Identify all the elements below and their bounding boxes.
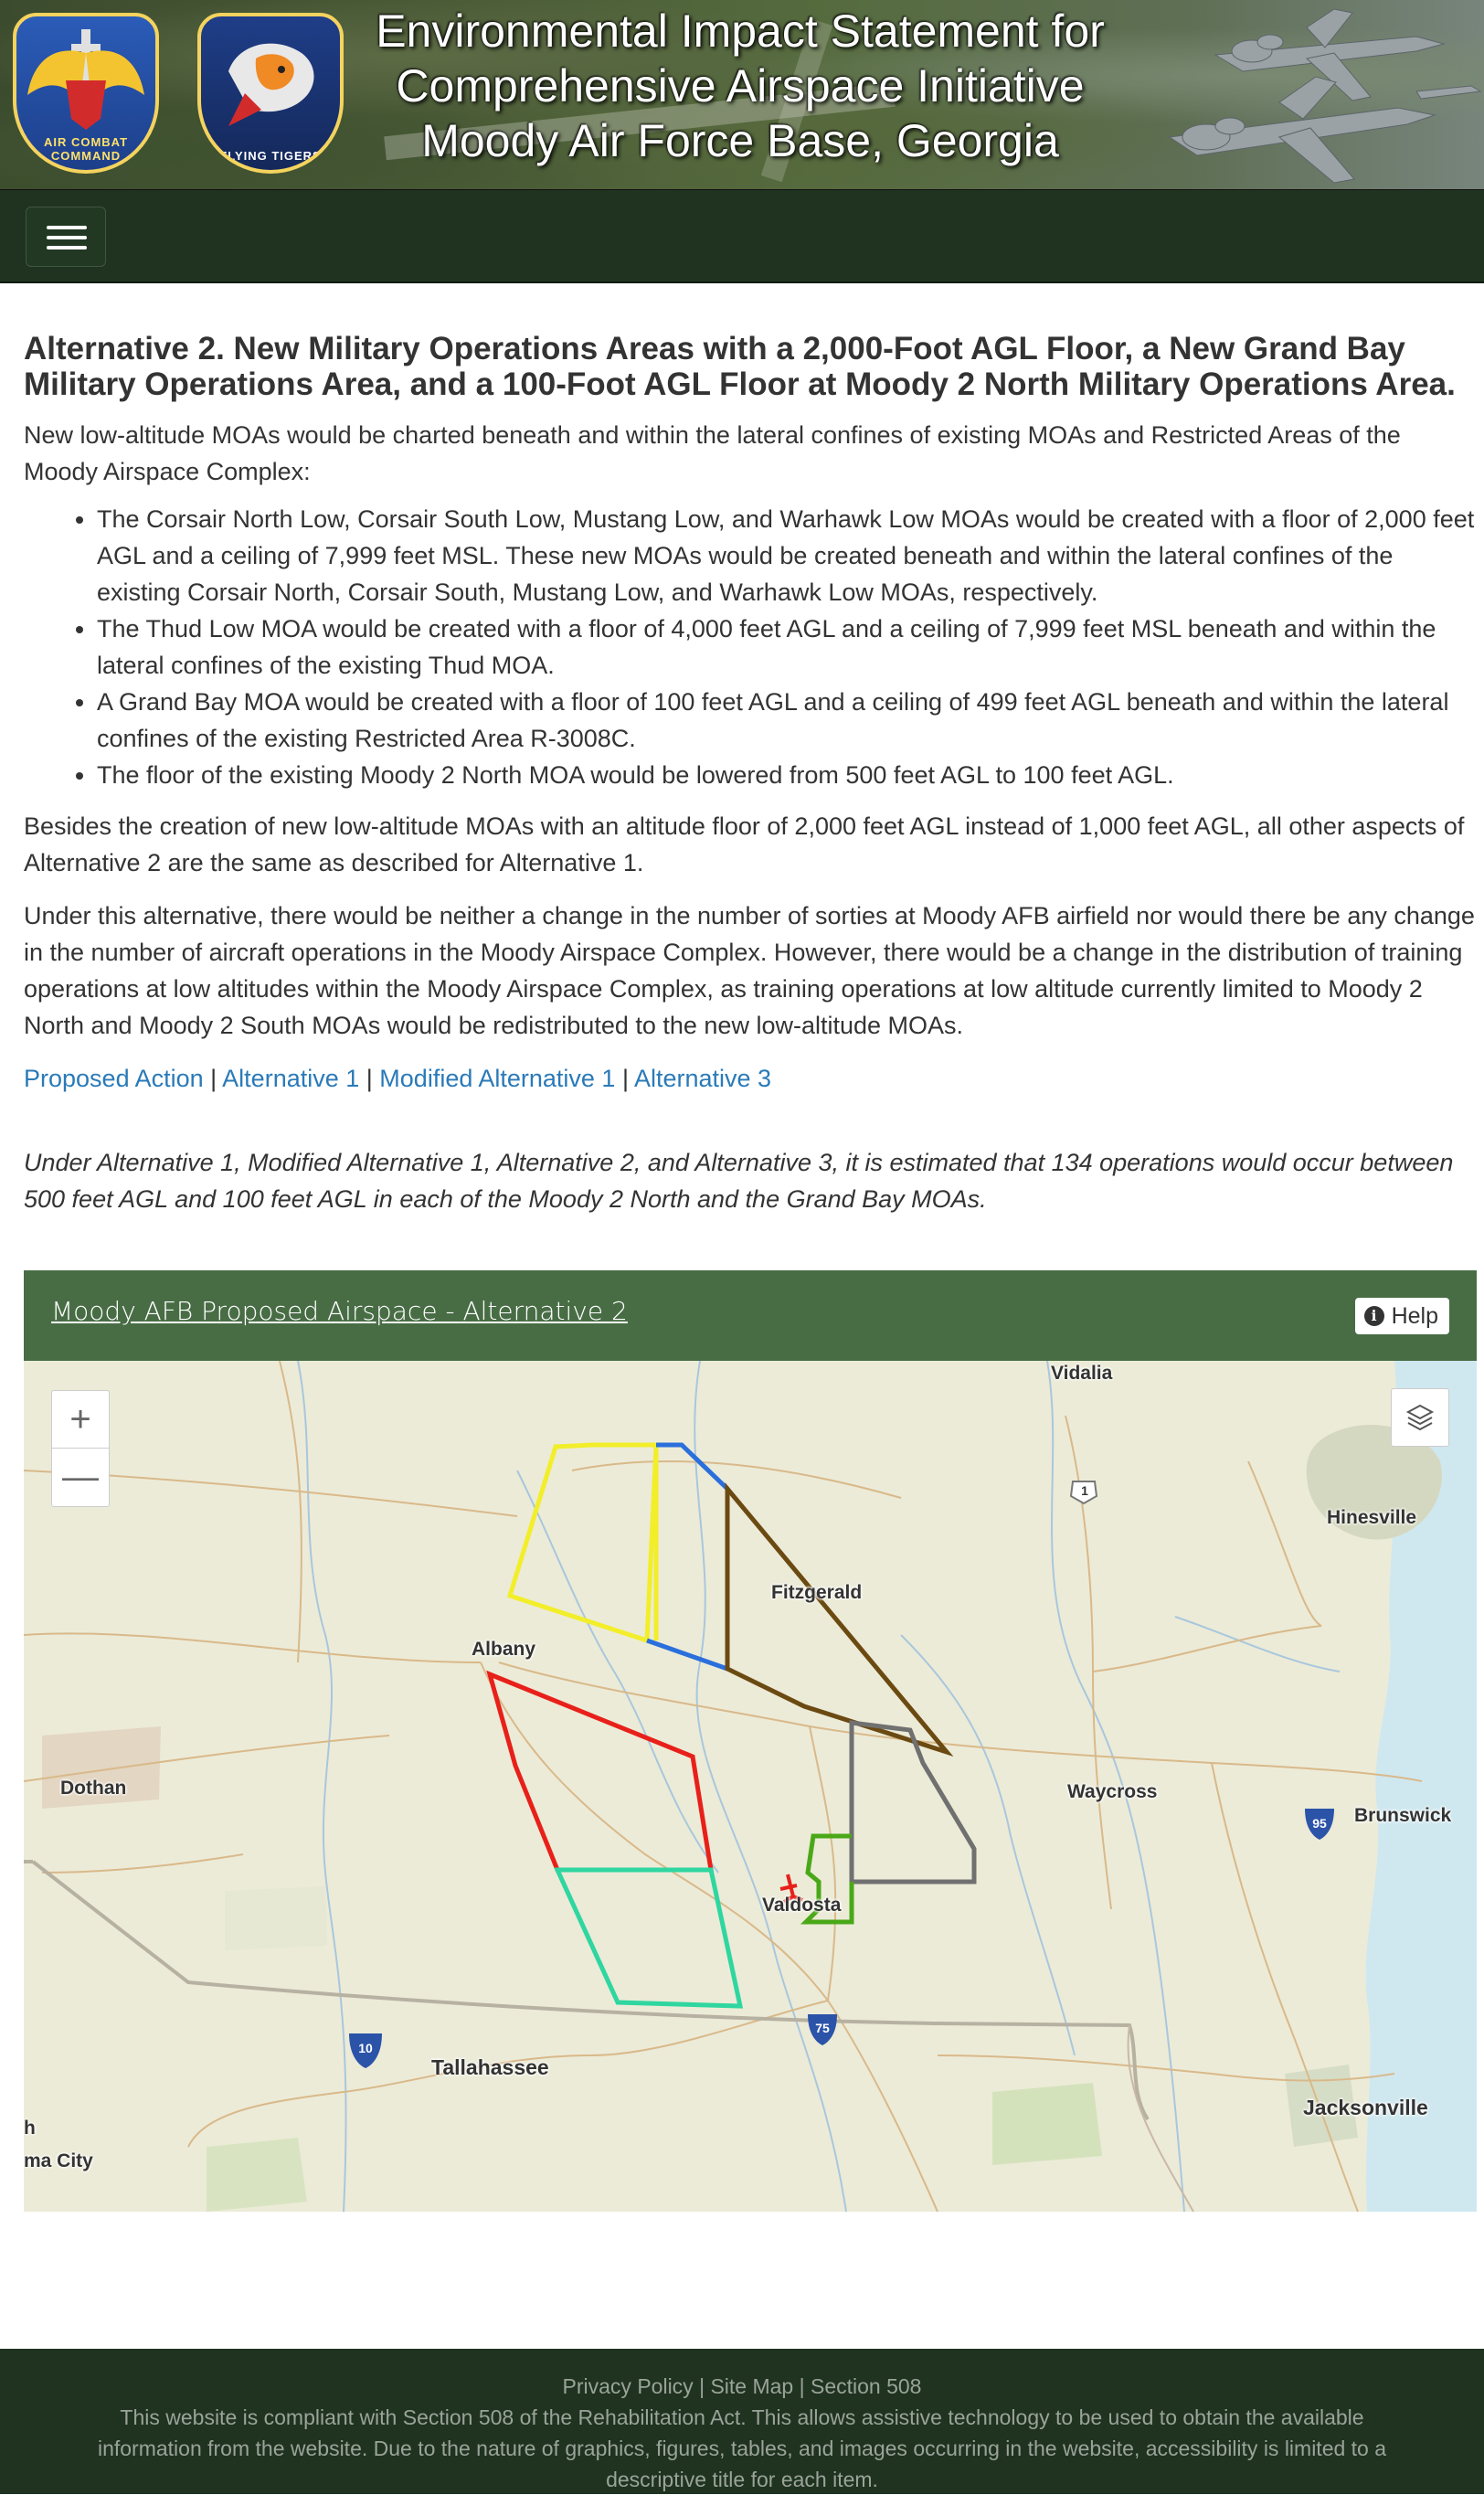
alternatives-links: [24, 1060, 1477, 1097]
map-header: [24, 1270, 1477, 1361]
zoom-control: [51, 1390, 110, 1507]
hamburger-icon-bar: [47, 226, 87, 229]
link-separator: |: [203, 1065, 223, 1092]
link-modified-alternative-1[interactable]: Modified Alternative 1: [379, 1065, 616, 1092]
footer: [0, 2349, 1484, 2494]
navbar: [0, 189, 1484, 283]
info-icon: i: [1364, 1306, 1384, 1326]
a10-aircraft-image: [1142, 0, 1484, 189]
paragraph: Under this alternative, there would be neither a change in the number of sorties at Moody AFB airfield nor would there be any change in the number of aircraft operations in the Moody Airspace Complex. However, there would be a change in the distribution of training operations at low altitudes within the Moody Airspace Complex, as training operations at low altitude currently limited to Moody 2 North and Moody 2 South MOAs would be redistributed to the new low-altitude MOAs.: [24, 902, 1475, 1039]
site-title-line: Comprehensive Airspace Initiative: [396, 60, 1085, 111]
emblem-label: AIR COMBAT COMMAND: [43, 135, 129, 163]
airspace-yellow[interactable]: [510, 1445, 656, 1640]
footer-links: [0, 2371, 1484, 2402]
basemap: [24, 1361, 1477, 2212]
emblem-label: FLYING TIGERS: [219, 149, 322, 163]
hamburger-icon-bar: [47, 236, 87, 239]
city-label-jacksonville: Jacksonville: [1303, 2096, 1428, 2119]
city-label-vidalia: Vidalia: [1051, 1363, 1113, 1384]
airspace-blue-top[interactable]: [656, 1445, 727, 1489]
map-title-link[interactable]: Moody AFB Proposed Airspace - Alternative 2: [51, 1296, 628, 1326]
flying-tigers-emblem: [197, 13, 344, 174]
city-label-tallahassee: Tallahassee: [431, 2055, 549, 2079]
route-label: 1: [1081, 1483, 1088, 1498]
map-panel: [24, 1270, 1477, 2212]
link-alternative-1[interactable]: Alternative 1: [222, 1065, 360, 1092]
link-proposed-action[interactable]: Proposed Action: [24, 1065, 204, 1092]
city-label-fitzgerald: Fitzgerald: [771, 1582, 863, 1603]
section-508-link[interactable]: Section 508: [810, 2374, 922, 2398]
zoom-out-button[interactable]: —: [62, 1457, 99, 1497]
city-label-waycross: Waycross: [1067, 1781, 1158, 1802]
link-separator: |: [359, 1065, 380, 1092]
airspace-gray[interactable]: [852, 1723, 974, 1882]
site-banner: [0, 0, 1484, 189]
route-label: 95: [1312, 1816, 1327, 1831]
route-label: 10: [358, 2041, 373, 2055]
city-label-albany: Albany: [472, 1639, 536, 1660]
city-label-valdosta: Valdosta: [762, 1895, 842, 1916]
page-title: Alternative 2. New Military Operations Areas with a 2,000-Foot AGL Floor, a New Grand Bay Military Operations Area, and a 100-Foot AGL Floor at Moody 2 North Military Operations Area.: [24, 331, 1456, 402]
link-alternative-3[interactable]: Alternative 3: [633, 1065, 772, 1092]
operations-note: Under Alternative 1, Modified Alternative 1, Alternative 2, and Alternative 3, it is estimated that 134 operations would occur between 500 feet AGL and 100 feet AGL in each of the Moody 2 North and the Grand Bay MOAs.: [24, 1149, 1454, 1213]
airspace-brown[interactable]: [727, 1489, 947, 1752]
layers-button[interactable]: [1391, 1388, 1449, 1447]
layers-icon: [1404, 1402, 1436, 1433]
city-label-dothan: Dothan: [60, 1778, 127, 1799]
privacy-policy-link[interactable]: Privacy Policy: [562, 2374, 694, 2398]
hamburger-icon-bar: [47, 246, 87, 250]
link-separator: |: [615, 1065, 634, 1092]
city-label-hinesville: Hinesville: [1327, 1507, 1417, 1528]
main-content: [24, 331, 1477, 1217]
list-item: • A Grand Bay MOA would be created with a floor of 100 feet AGL and a ceiling of 499 feet AGL beneath and within the lateral confines of the existing Restricted Area R-3008C.: [97, 684, 1477, 757]
paragraph: Besides the creation of new low-altitude MOAs with an altitude floor of 2,000 feet AGL instead of 1,000 feet AGL, all other aspects of Alternative 2 are the same as described for Alternative 1.: [24, 812, 1465, 876]
site-title-line: Environmental Impact Statement for: [376, 5, 1105, 57]
airspace-red[interactable]: [490, 1674, 711, 1870]
map-view[interactable]: [24, 1361, 1477, 2212]
city-label-partial: h: [24, 2118, 36, 2139]
airspace-blue-bottom[interactable]: [647, 1640, 727, 1669]
alternative-details-list: [24, 501, 1477, 793]
list-item: • The floor of the existing Moody 2 North MOA would be lowered from 500 feet AGL to 100 feet AGL.: [97, 757, 1477, 793]
hamburger-menu-button[interactable]: [26, 207, 106, 267]
site-map-link[interactable]: Site Map: [710, 2374, 794, 2398]
intro-paragraph: New low-altitude MOAs would be charted beneath and within the lateral confines of existing MOAs and Restricted Areas of the Moody Airspace Complex:: [24, 421, 1401, 485]
site-title: [338, 4, 1142, 168]
city-label-brunswick: Brunswick: [1354, 1805, 1452, 1826]
help-button[interactable]: [1355, 1298, 1449, 1334]
list-item: • The Thud Low MOA would be created with a floor of 4,000 feet AGL and a ceiling of 7,999 feet MSL beneath and within the lateral confines of the existing Thud MOA.: [97, 610, 1477, 684]
link-separator: |: [693, 2374, 711, 2398]
list-item: • The Corsair North Low, Corsair South Low, Mustang Low, and Warhawk Low MOAs would be created with a floor of 2,000 feet AGL and a ceiling of 7,999 feet MSL. These new MOAs would be created beneath and within the lateral confines of the existing Corsair North, Corsair South, Mustang Low, and Warhawk Low MOAs, respectively.: [97, 501, 1477, 610]
airspace-teal[interactable]: [557, 1870, 740, 2006]
air-combat-command-emblem: [13, 13, 159, 174]
help-label: Help: [1391, 1302, 1438, 1329]
zoom-in-button[interactable]: +: [52, 1391, 109, 1449]
accessibility-notice: This website is compliant with Section 508 of the Rehabilitation Act. This allows assistive technology to be used to obtain the available information from the website. Due to the nature of graphics, figures, tables, and images occurring in the website, accessibility is limited to a descriptive title for each item.: [97, 2405, 1387, 2491]
route-label: 75: [815, 2021, 830, 2035]
city-label-panama-city: ma City: [24, 2150, 93, 2171]
link-separator: |: [793, 2374, 811, 2398]
site-title-line: Moody Air Force Base, Georgia: [421, 115, 1059, 166]
